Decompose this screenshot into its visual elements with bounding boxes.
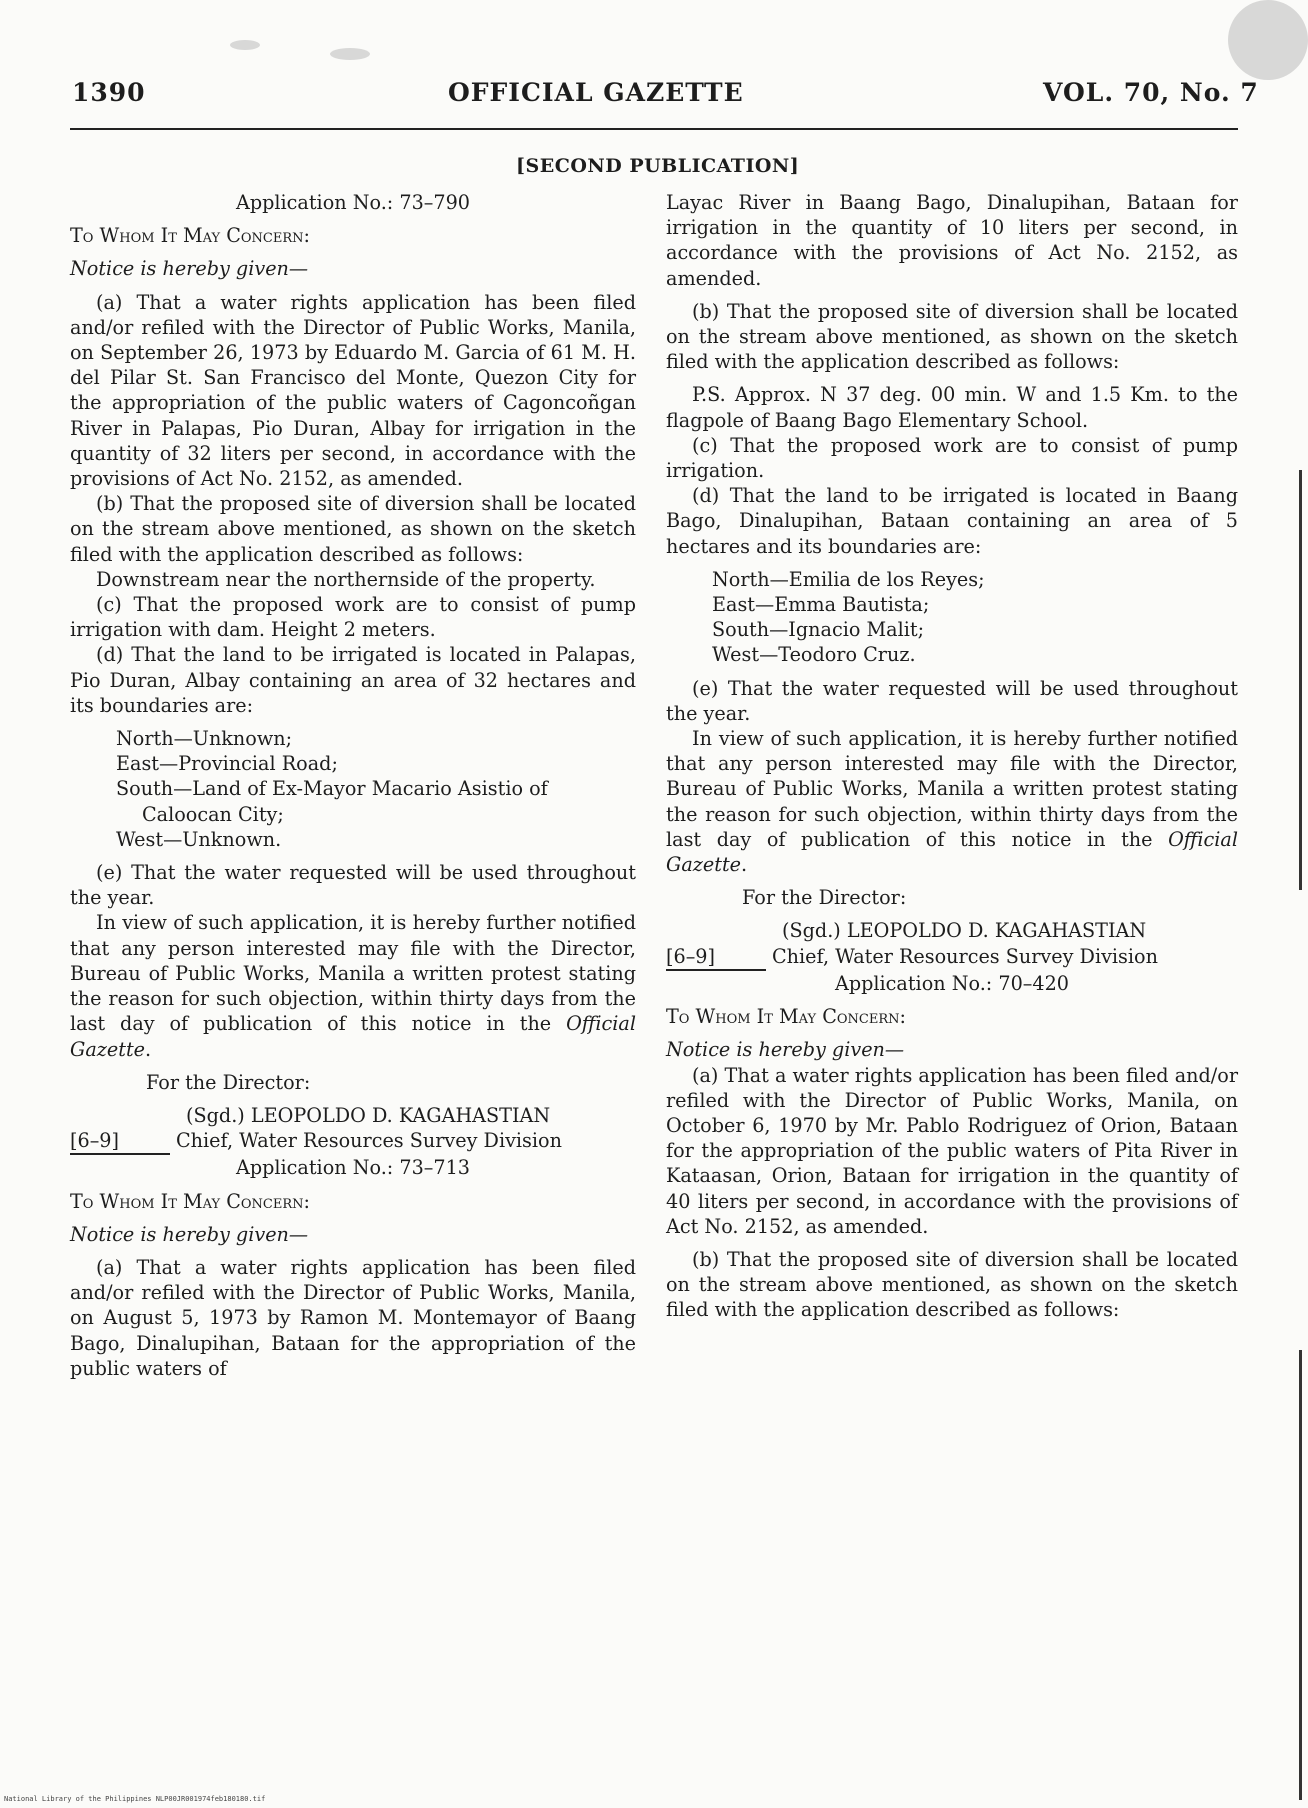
clause-b: (b) That the proposed site of diversion shall be located on the stream above mentioned, as shown on the sketch filed with the application described as follows: [666, 299, 1238, 374]
clause-b: (b) That the proposed site of diversion shall be located on the stream above mentioned, as shown on the sketch filed with the application described as follows: [70, 492, 636, 566]
protest-paragraph [70, 910, 636, 1061]
for-director: For the Director: [146, 1070, 311, 1094]
salutation: To Whom It May Concern: [666, 1005, 906, 1029]
clause-b-site: Downstream near the northernside of the property. [96, 567, 596, 591]
boundary-west: West—Unknown. [116, 827, 282, 851]
left-column [70, 190, 636, 1381]
scan-edge-mark [1299, 470, 1302, 890]
clause-e: (e) That the water requested will be used throughout the year. [666, 676, 1238, 725]
page-number: 1390 [72, 78, 146, 107]
right-column [666, 190, 1238, 1323]
publication-dates: [6–9] [666, 944, 715, 968]
footer-credit: National Library of the Philippines NLP00JR001974feb180180.tif [4, 1795, 266, 1803]
publication-label: [SECOND PUBLICATION] [516, 155, 800, 177]
clause-a-continued: Layac River in Baang Bago, Dinalupihan, Bataan for irrigation in the quantity of 10 liters per second, in accordance with the provisions of Act No. 2152, as amended. [666, 191, 1238, 290]
boundary-south: South—Ignacio Malit; [712, 618, 925, 642]
protest-text: In view of such application, it is hereby further notified that any person interested may file with the Director, Bureau of Public Works, Manila a written protest stating the reason for such objection, within thirty days from the last day of publication of this notice in the [666, 727, 1238, 851]
official-gazette-ref: Official Gazette [666, 827, 1238, 877]
protest-text: In view of such application, it is hereby further notified that any person interested may file with the Director, Bureau of Public Works, Manila a written protest stating the reason for such objection, within thirty days from the last day of publication of this notice in the [70, 911, 636, 1036]
clause-a: (a) That a water rights application has been filed and/or refiled with the Director of Public Works, Manila, on September 26, 1973 by Eduardo M. Garcia of 61 M. H. del Pilar St. San Francisco del Monte, Quezon City for the appropriation of the public waters of Cagoncoñgan River in Palapas, Pio Duran, Albay for irrigation in the quantity of 32 liters per second, in accordance with the provisions of Act No. 2152, as amended. [70, 290, 636, 491]
signatory-position: Chief, Water Resources Survey Division [176, 1129, 562, 1153]
application-number: Application No.: 73–790 [235, 191, 471, 214]
scan-speckle [330, 48, 370, 60]
clause-a: (a) That a water rights application has been filed and/or refiled with the Director of Public Works, Manila, on October 6, 1970 by Mr. Pablo Rodriguez of Orion, Bataan for the appropriation of the public waters of Pita River in Kataasan, Orion, Bataan for irrigation in the quantity of 40 liters per second, in accordance with the provisions of Act No. 2152, as amended. [666, 1063, 1238, 1238]
boundary-west: West—Teodoro Cruz. [712, 643, 916, 667]
salutation: To Whom It May Concern: [70, 1189, 310, 1213]
boundary-east: East—Provincial Road; [116, 752, 338, 776]
protest-end: . [741, 853, 748, 877]
protest-paragraph [666, 726, 1238, 877]
volume-number: VOL. 70, No. 7 [1043, 78, 1259, 107]
clause-d: (d) That the land to be irrigated is located in Palapas, Pio Duran, Albay containing an area of 32 hectares and its boundaries are: [70, 643, 636, 717]
signature-line [666, 944, 1238, 969]
clause-b-site: P.S. Approx. N 37 deg. 00 min. W and 1.5 Km. to the flagpole of Baang Bago Elementary School. [666, 383, 1238, 432]
signatory: (Sgd.) LEOPOLDO D. KAGAHASTIAN [186, 1103, 551, 1127]
notice-intro: Notice is hereby given— [70, 1222, 309, 1246]
for-director: For the Director: [742, 886, 907, 910]
application-number: Application No.: 70–420 [834, 971, 1070, 995]
protest-end: . [145, 1037, 152, 1061]
notice-intro: Notice is hereby given— [666, 1038, 905, 1062]
clause-c: (c) That the proposed work are to consist of pump irrigation with dam. Height 2 meters. [70, 593, 636, 642]
boundary-north: North—Unknown; [116, 727, 293, 751]
signature-line [70, 1128, 636, 1153]
scan-speckle [230, 40, 260, 50]
signatory: (Sgd.) LEOPOLDO D. KAGAHASTIAN [782, 919, 1147, 943]
publication-title: OFFICIAL GAZETTE [448, 78, 744, 107]
clause-b: (b) That the proposed site of diversion shall be located on the stream above mentioned, as shown on the sketch filed with the application described as follows: [666, 1247, 1238, 1322]
signatory-position: Chief, Water Resources Survey Division [772, 944, 1158, 968]
clause-a: (a) That a water rights application has been filed and/or refiled with the Director of Public Works, Manila, on August 5, 1973 by Ramon M. Montemayor of Baang Bago, Dinalupihan, Bataan for the appropriation of the public waters of [70, 1255, 636, 1380]
boundary-south-continued: Caloocan City; [142, 802, 284, 826]
boundaries-list [70, 726, 636, 852]
clause-d: (d) That the land to be irrigated is located in Baang Bago, Dinalupihan, Bataan containing an area of 5 hectares and its boundaries are: [666, 484, 1238, 558]
official-gazette-ref: Official Gazette [70, 1012, 636, 1061]
boundary-east: East—Emma Bautista; [712, 593, 930, 617]
scan-speckle [1228, 0, 1308, 80]
publication-dates: [6–9] [70, 1129, 119, 1153]
header-rule [70, 128, 1238, 130]
salutation: To Whom It May Concern: [70, 224, 310, 248]
boundaries-list [666, 567, 1238, 668]
scan-edge-mark [1299, 1350, 1302, 1800]
boundary-north: North—Emilia de los Reyes; [712, 567, 985, 591]
clause-c: (c) That the proposed work are to consist of pump irrigation. [666, 433, 1238, 483]
application-number: Application No.: 73–713 [235, 1156, 471, 1180]
clause-e: (e) That the water requested will be used throughout the year. [70, 861, 636, 910]
boundary-south: South—Land of Ex-Mayor Macario Asistio of [116, 777, 548, 801]
notice-intro: Notice is hereby given— [70, 257, 309, 281]
